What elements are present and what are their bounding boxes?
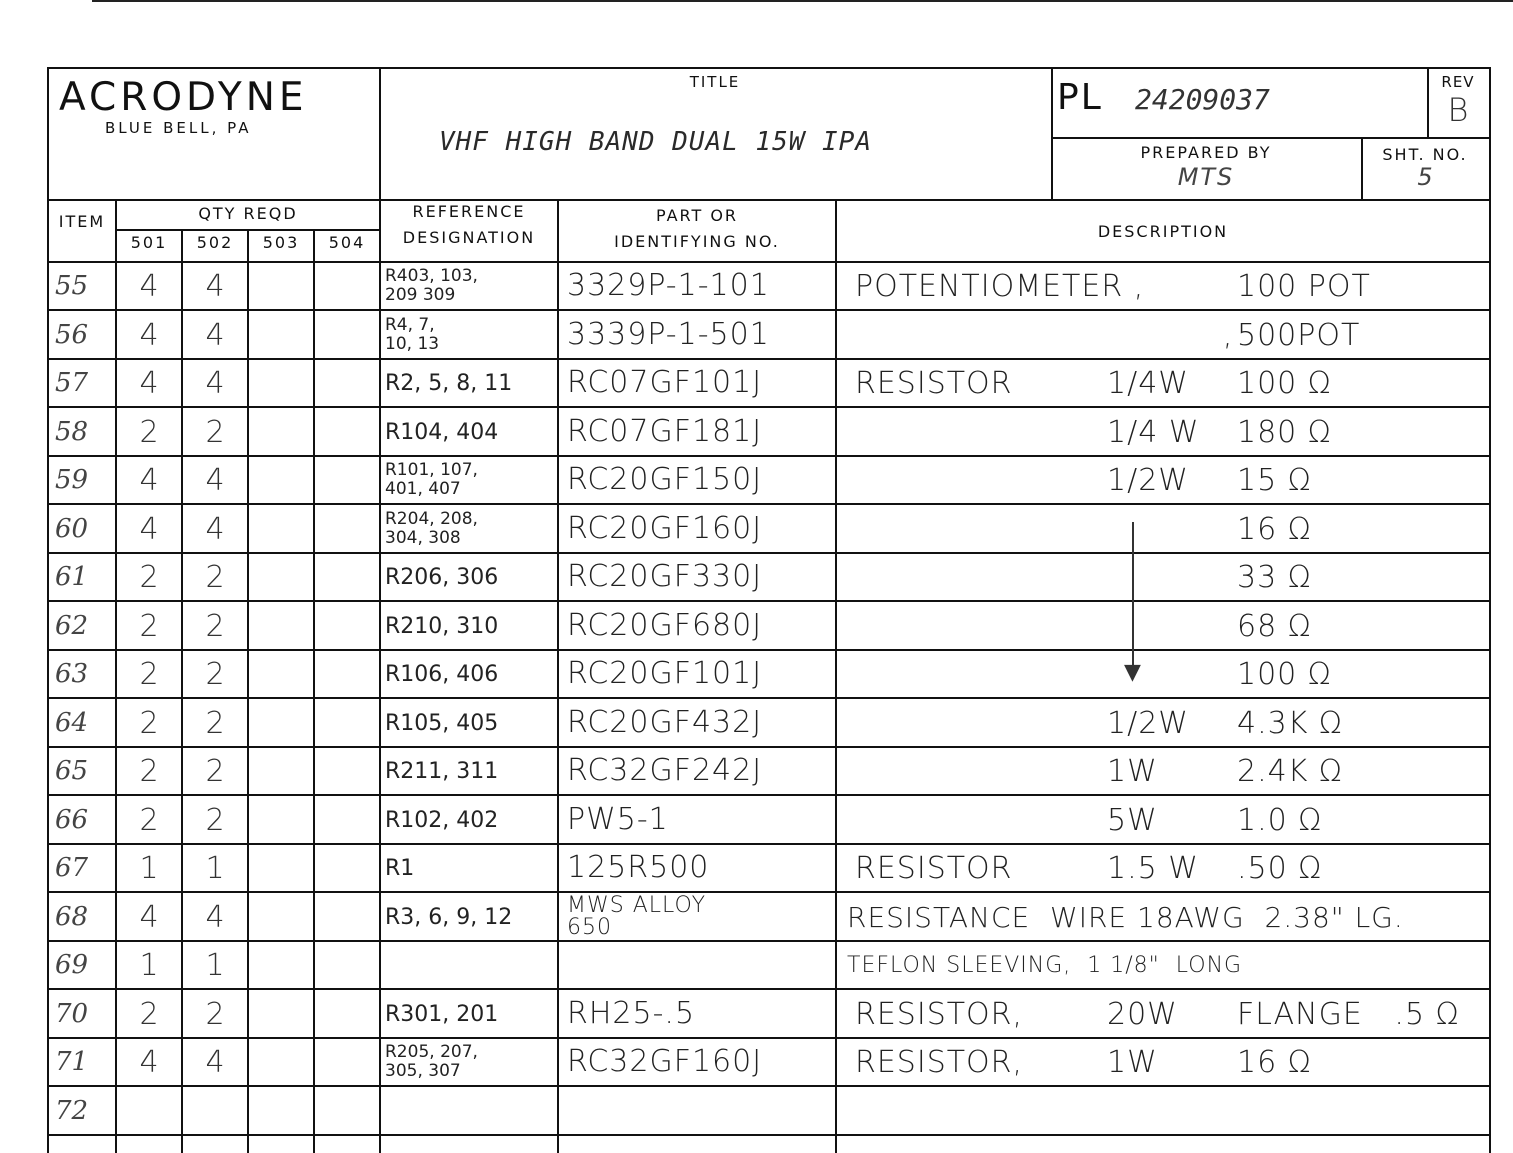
qty-501: 2	[139, 996, 159, 1032]
table-row	[49, 554, 1489, 602]
part-number: RC20GF680J	[567, 608, 763, 643]
description-value: 16 Ω	[1237, 1044, 1312, 1080]
qty-502: 4	[205, 899, 225, 935]
description	[837, 748, 1489, 794]
item-number: 55	[55, 271, 89, 301]
reference-designation: R106, 406	[385, 661, 499, 687]
col-501-header: 501	[130, 233, 168, 252]
description	[837, 1088, 1489, 1134]
qty-503	[249, 506, 313, 552]
reference-designation: R205, 207, 305, 307	[385, 1042, 478, 1081]
qty-504	[315, 651, 379, 697]
item-number: 68	[55, 902, 89, 932]
qty-502: 4	[205, 462, 225, 498]
qty-503	[249, 1039, 313, 1085]
qty-501: 4	[139, 317, 159, 353]
qty-501: 4	[139, 511, 159, 547]
title-value: VHF HIGH BAND DUAL 15W IPA	[439, 127, 872, 157]
part-number: RC20GF432J	[567, 705, 763, 740]
part-list-number-box	[1051, 69, 1429, 139]
qty-503	[249, 263, 313, 309]
part-number: RC20GF160J	[567, 511, 763, 546]
description-name: TEFLON SLEEVING, 1 1/8" LONG	[847, 952, 1243, 978]
description	[837, 651, 1489, 697]
reference-designation	[381, 1088, 561, 1134]
table-row	[49, 506, 1489, 554]
part-number: RC20GF150J	[567, 462, 763, 497]
qty-504	[315, 312, 379, 358]
description-name: RESISTOR	[855, 365, 1013, 401]
description-name: RESISTOR,	[855, 1044, 1024, 1080]
qty-502: 2	[205, 656, 225, 692]
description-wattage: 1W	[1107, 753, 1158, 789]
description-value: FLANGE .5 Ω	[1237, 996, 1460, 1032]
table-row	[49, 263, 1489, 311]
part-number: RC07GF101J	[567, 365, 763, 400]
table-row	[49, 603, 1489, 651]
qty-502: 2	[205, 753, 225, 789]
reference-designation: R301, 201	[385, 1001, 499, 1027]
qty-502: 2	[205, 559, 225, 595]
part-number: PW5-1	[567, 802, 669, 837]
description-value: 100 POT	[1237, 268, 1371, 304]
table-row	[49, 1039, 1489, 1087]
part-number	[559, 1088, 843, 1134]
qty-502: 4	[205, 511, 225, 547]
company-location: BLUE BELL, PA	[105, 119, 252, 137]
col-qty-header: QTY REQD	[198, 204, 298, 223]
table-row	[49, 942, 1489, 990]
description-name: RESISTOR,	[855, 996, 1024, 1032]
description-wattage: 1/4 W	[1107, 414, 1200, 450]
reference-designation: R210, 310	[385, 613, 499, 639]
ditto-arrow-icon: ▼	[1124, 660, 1141, 685]
qty-504	[315, 942, 379, 988]
qty-504	[315, 554, 379, 600]
reference-designation: R101, 107, 401, 407	[385, 460, 478, 499]
qty-504	[315, 409, 379, 455]
table-row	[49, 748, 1489, 796]
reference-designation: R3, 6, 9, 12	[385, 904, 513, 930]
table-row	[49, 312, 1489, 360]
reference-designation: R102, 402	[385, 807, 499, 833]
item-number: 70	[55, 999, 89, 1029]
description	[837, 845, 1489, 891]
description	[837, 409, 1489, 455]
qty-501: 4	[139, 462, 159, 498]
qty-501: 2	[139, 559, 159, 595]
qty-503	[249, 409, 313, 455]
prepared-label: PREPARED BY	[1140, 143, 1272, 162]
qty-503	[249, 942, 313, 988]
description-name: POTENTIOMETER ,	[855, 268, 1145, 304]
qty-503	[249, 1088, 313, 1134]
col-item-header: ITEM	[58, 212, 106, 231]
description	[837, 360, 1489, 406]
description-wattage: 1W	[1107, 1044, 1158, 1080]
qty-501: 4	[139, 365, 159, 401]
qty-502: 2	[205, 705, 225, 741]
reference-designation: R4, 7, 10, 13	[385, 315, 440, 354]
part-number: 3329P-1-101	[567, 268, 770, 303]
qty-503	[249, 651, 313, 697]
qty-501: 1	[139, 947, 159, 983]
reference-designation: R204, 208, 304, 308	[385, 509, 478, 548]
reference-designation: R2, 5, 8, 11	[385, 370, 513, 396]
sheet-number-box	[1361, 137, 1489, 199]
description	[837, 991, 1489, 1037]
qty-502: 2	[205, 802, 225, 838]
description-value: 68 Ω	[1237, 608, 1312, 644]
description	[837, 700, 1489, 746]
qty-502	[183, 1088, 247, 1134]
reference-designation: R206, 306	[385, 564, 499, 590]
qty-504	[315, 700, 379, 746]
qty-501: 2	[139, 656, 159, 692]
col-description-header: DESCRIPTION	[1097, 222, 1229, 241]
qty-504	[315, 845, 379, 891]
reference-designation	[381, 942, 561, 988]
description	[837, 263, 1489, 309]
description-value: 4.3K Ω	[1237, 705, 1343, 741]
col-503-header: 503	[262, 233, 300, 252]
description-wattage: 1/2W	[1107, 705, 1189, 741]
reference-designation: R105, 405	[385, 710, 499, 736]
rev-label: REV	[1441, 73, 1475, 91]
title-box	[379, 69, 1053, 199]
part-number: RC32GF242J	[567, 753, 763, 788]
description-value: 15 Ω	[1237, 462, 1312, 498]
item-number: 71	[55, 1047, 89, 1077]
col-ref-header-1: REFERENCE	[412, 202, 526, 221]
description-wattage: 1/4W	[1107, 365, 1189, 401]
item-number: 58	[55, 417, 89, 447]
table-row	[49, 894, 1489, 942]
col-ref-header-2: DESIGNATION	[402, 228, 536, 247]
qty-501: 2	[139, 608, 159, 644]
reference-designation: R1	[385, 855, 415, 881]
part-number: RC07GF181J	[567, 414, 763, 449]
pl-number: 24209037	[1135, 83, 1270, 116]
reference-designation: R104, 404	[385, 419, 499, 445]
qty-502: 4	[205, 1044, 225, 1080]
item-number: 65	[55, 756, 89, 786]
description	[837, 554, 1489, 600]
qty-504	[315, 1088, 379, 1134]
qty-501: 4	[139, 268, 159, 304]
description-value: 100 Ω	[1237, 365, 1332, 401]
qty-504	[315, 263, 379, 309]
table-header	[47, 199, 1491, 263]
item-number: 63	[55, 659, 89, 689]
qty-504	[315, 506, 379, 552]
company-name: ACRODYNE	[59, 75, 308, 120]
qty-503	[249, 312, 313, 358]
qty-504	[315, 360, 379, 406]
part-number: 3339P-1-501	[567, 317, 770, 352]
qty-503	[249, 554, 313, 600]
description	[837, 942, 1489, 988]
col-504-header: 504	[328, 233, 366, 252]
ditto-arrow-line	[1132, 522, 1134, 672]
table-row	[49, 360, 1489, 408]
col-502-header: 502	[196, 233, 234, 252]
qty-501: 2	[139, 802, 159, 838]
description-value: 16 Ω	[1237, 511, 1312, 547]
qty-504	[315, 991, 379, 1037]
qty-503	[249, 845, 313, 891]
qty-504	[315, 603, 379, 649]
part-number	[559, 942, 843, 988]
pl-prefix: PL	[1057, 77, 1103, 118]
table-row	[49, 457, 1489, 505]
qty-503	[249, 991, 313, 1037]
part-number: RC20GF330J	[567, 559, 763, 594]
item-number: 66	[55, 805, 89, 835]
sheet-value: 5	[1417, 163, 1433, 191]
table-row	[49, 797, 1489, 845]
item-number: 72	[55, 1096, 89, 1126]
prepared-by-box	[1051, 137, 1363, 199]
sheet-label: SHT. NO.	[1382, 145, 1468, 164]
description-value: 180 Ω	[1237, 414, 1332, 450]
description-name: RESISTOR	[855, 850, 1013, 886]
reference-designation: R211, 311	[385, 758, 499, 784]
qty-503	[249, 457, 313, 503]
description-name: RESISTANCE WIRE 18AWG 2.38" LG.	[847, 900, 1404, 934]
item-number: 57	[55, 368, 89, 398]
description-value: .50 Ω	[1237, 850, 1323, 886]
qty-502: 4	[205, 268, 225, 304]
description	[837, 894, 1489, 940]
qty-503	[249, 700, 313, 746]
page-top-rule	[92, 0, 1513, 2]
qty-501: 2	[139, 705, 159, 741]
description-wattage: 1/2W	[1107, 462, 1189, 498]
part-number: RC20GF101J	[567, 656, 763, 691]
qty-503	[249, 748, 313, 794]
qty-502: 2	[205, 414, 225, 450]
description-wattage: 1.5 W	[1107, 850, 1199, 886]
item-number: 69	[55, 950, 89, 980]
qty-502: 4	[205, 365, 225, 401]
title-label: TITLE	[689, 73, 741, 91]
qty-504	[315, 457, 379, 503]
item-number: 60	[55, 514, 89, 544]
description-value: 33 Ω	[1237, 559, 1312, 595]
item-number: 67	[55, 853, 89, 883]
qty-504	[315, 748, 379, 794]
parts-table	[47, 263, 1491, 1153]
qty-503	[249, 797, 313, 843]
col-part-header-1: PART OR	[655, 206, 739, 225]
description-wattage: 5W	[1107, 802, 1158, 838]
description-value: 2.4K Ω	[1237, 753, 1343, 789]
part-number: RH25-.5	[567, 996, 696, 1031]
qty-503	[249, 603, 313, 649]
description	[837, 1039, 1489, 1085]
col-part-header-2: IDENTIFYING NO.	[614, 232, 780, 251]
qty-501: 1	[139, 850, 159, 886]
item-number: 61	[55, 562, 89, 592]
description-value: 1.0 Ω	[1237, 802, 1323, 838]
qty-502: 2	[205, 996, 225, 1032]
title-block	[47, 67, 1491, 201]
qty-501: 2	[139, 414, 159, 450]
table-row	[49, 991, 1489, 1039]
part-number: RC32GF160J	[567, 1044, 763, 1079]
table-row	[49, 845, 1489, 893]
qty-504	[315, 797, 379, 843]
qty-501	[117, 1088, 181, 1134]
company-box	[49, 69, 381, 199]
item-number: 56	[55, 320, 89, 350]
description	[837, 603, 1489, 649]
description	[837, 797, 1489, 843]
qty-501: 4	[139, 899, 159, 935]
part-number: MWS ALLOY 650	[567, 894, 707, 940]
description-value: 500POT	[1237, 317, 1361, 353]
description	[837, 312, 1489, 358]
part-number: 125R500	[567, 850, 710, 885]
qty-504	[315, 894, 379, 940]
description	[837, 457, 1489, 503]
reference-designation: R403, 103, 209 309	[385, 266, 478, 305]
description-value: 100 Ω	[1237, 656, 1332, 692]
item-number: 64	[55, 708, 89, 738]
prepared-value: MTS	[1177, 163, 1235, 191]
qty-502: 2	[205, 608, 225, 644]
item-number: 62	[55, 611, 89, 641]
item-number: 59	[55, 465, 89, 495]
qty-503	[249, 894, 313, 940]
qty-502: 1	[205, 947, 225, 983]
qty-501: 2	[139, 753, 159, 789]
qty-502: 4	[205, 317, 225, 353]
description-wattage: 20W	[1107, 996, 1178, 1032]
description	[837, 506, 1489, 552]
table-row	[49, 651, 1489, 699]
description-wattage: ,	[1107, 317, 1234, 353]
qty-503	[249, 360, 313, 406]
table-row	[49, 700, 1489, 748]
rev-value: B	[1447, 91, 1469, 129]
qty-504	[315, 1039, 379, 1085]
table-row	[49, 1088, 1489, 1136]
table-row	[49, 409, 1489, 457]
qty-501: 4	[139, 1044, 159, 1080]
qty-502: 1	[205, 850, 225, 886]
revision-box	[1427, 69, 1489, 139]
